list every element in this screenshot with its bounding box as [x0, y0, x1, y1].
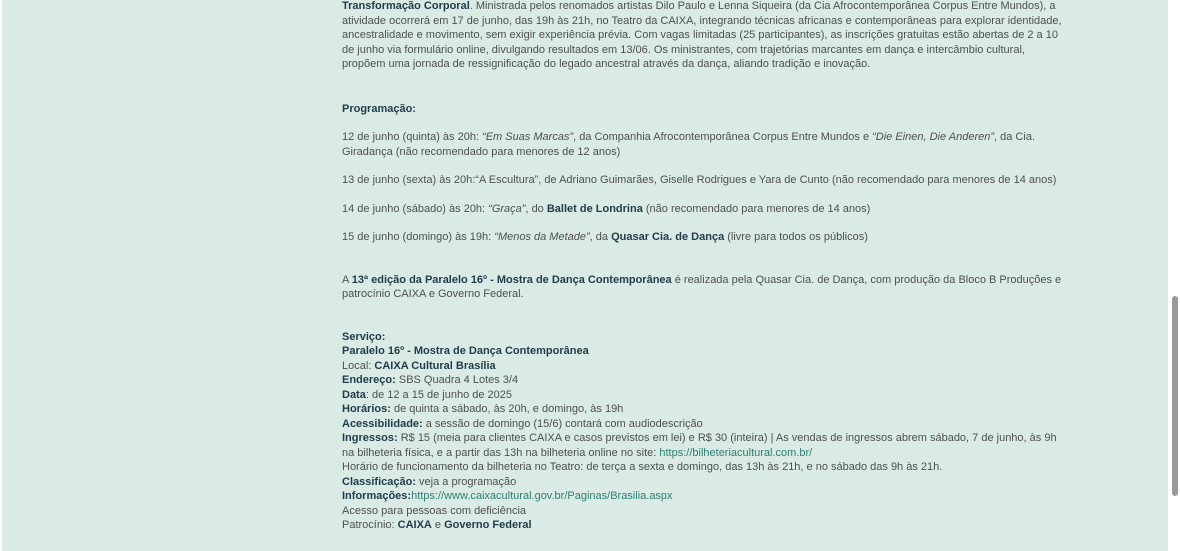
article-content [342, 0, 1064, 533]
intro-paragraph [342, 0, 1064, 72]
scrollbar-thumb[interactable] [1172, 296, 1178, 496]
servico-horarios: Horários: de quinta a sábado, às 20h, e domingo, às 19h [342, 403, 624, 415]
servico-bilheteria-horario: Horário de funcionamento da bilheteria no Teatro: de terça a sexta e domingo, das 13h às 21h, e no sábado das 9h às 21h. [342, 461, 943, 473]
servico-classificacao: Classificação: veja a programação [342, 475, 517, 488]
servico-acesso: Acesso para pessoas com deficiência [342, 504, 527, 517]
servico-acessibilidade: Acessibilidade: a sessão de domingo (15/6) contará com audiodescrição [342, 417, 703, 430]
bilheteria-online-link[interactable]: https://bilheteriacultural.com.br/ [659, 446, 813, 459]
servico-endereco: Endereço: SBS Quadra 4 Lotes 3/4 [342, 374, 519, 386]
program-item-4: 15 de junho (domingo) às 19h: “Menos da Metade”, da Quasar Cia. de Dança (livre para todos os públicos) [342, 231, 868, 243]
program-item-3: 14 de junho (sábado) às 20h: “Graça”, do Ballet de Londrina (não recomendado para menores de 14 anos) [342, 202, 871, 215]
edition-bold: 13ª edição da Paralelo 16º - Mostra de Dança Contemporânea [351, 273, 672, 286]
program-item-1: 12 de junho (quinta) às 20h: “Em Suas Marcas”, da Companhia Afrocontemporânea Corpus Entre Mundos e “Die Einen, Die Anderen”, da Cia. Giradança (não recomendado para menores de 12 anos) [342, 131, 1035, 158]
servico-patrocinio: Patrocínio: CAIXA e Governo Federal [342, 519, 532, 531]
program-item-1-title: “Em Suas Marcas” [482, 131, 574, 143]
program-item-4-company: Quasar Cia. de Dança [611, 231, 725, 243]
servico-subheading: Paralelo 16º - Mostra de Dança Contemporânea [342, 345, 589, 357]
servico-heading: Serviço: [342, 330, 386, 343]
servico-ingressos: Ingressos: R$ 15 (meia para clientes CAIXA e casos previstos em lei) e R$ 30 (inteira) | As vendas de ingressos abrem sábado, 7 de junho, às 9h na bilheteria física, e a partir das 13h na bilheteria online no site: https://bilheteriacultural.com.br/ [342, 432, 1057, 459]
servico-data: Data: de 12 a 15 de junho de 2025 [342, 388, 513, 401]
program-item-3-title: “Graça” [488, 202, 526, 215]
program-item-4-title: “Menos da Metade” [494, 231, 590, 243]
servico-informacoes: Informações:https://www.caixacultural.gov.br/Paginas/Brasilia.aspx [342, 490, 673, 502]
servico-local: Local: CAIXA Cultural Brasília [342, 359, 496, 372]
caixa-cultural-link[interactable]: https://www.caixacultural.gov.br/Paginas/Brasilia.aspx [411, 490, 673, 502]
program-item-1-title2: “Die Einen, Die Anderen” [872, 131, 995, 143]
intro-bold-lead: Transformação Corporal [342, 0, 470, 12]
edition-paragraph: A 13ª edição da Paralelo 16º - Mostra de Dança Contemporânea é realizada pela Quasar Cia. de Dança, com produção da Bloco B Produções e patrocínio CAIXA e Governo Federal. [342, 273, 1062, 300]
program-item-2: 13 de junho (sexta) às 20h:“A Escultura”, de Adriano Guimarães, Giselle Rodrigues e Yara de Cunto (não recomendado para menores de 14 anos) [342, 174, 1057, 186]
page-scrollbar[interactable] [1168, 0, 1180, 551]
intro-text: . Ministrada pelos renomados artistas Dilo Paulo e Lenna Siqueira (da Cia Afrocontemporânea Corpus Entre Mundos), a atividade ocorrerá em 17 de junho, das 19h às 21h, no Teatro da CAIXA, integrando técnicas africanas e contemporâneas para explorar identidade, ancestralidade e movimento, sem exigir experiência prévia. Com vagas limitadas (25 participantes), as inscrições gratuitas estão abertas de 2 a 10 de junho via formulário online, divulgando resultados em 13/06. Os ministrantes, com trajetórias marcantes em dança e intercâmbio cultural, propõem uma jornada de ressignificação do legado ancestral através da dança, aliando tradição e inovação. [342, 0, 1062, 70]
programacao-heading: Programação: [342, 102, 416, 115]
servico-block [342, 330, 1064, 533]
program-item-3-company: Ballet de Londrina [546, 202, 643, 215]
